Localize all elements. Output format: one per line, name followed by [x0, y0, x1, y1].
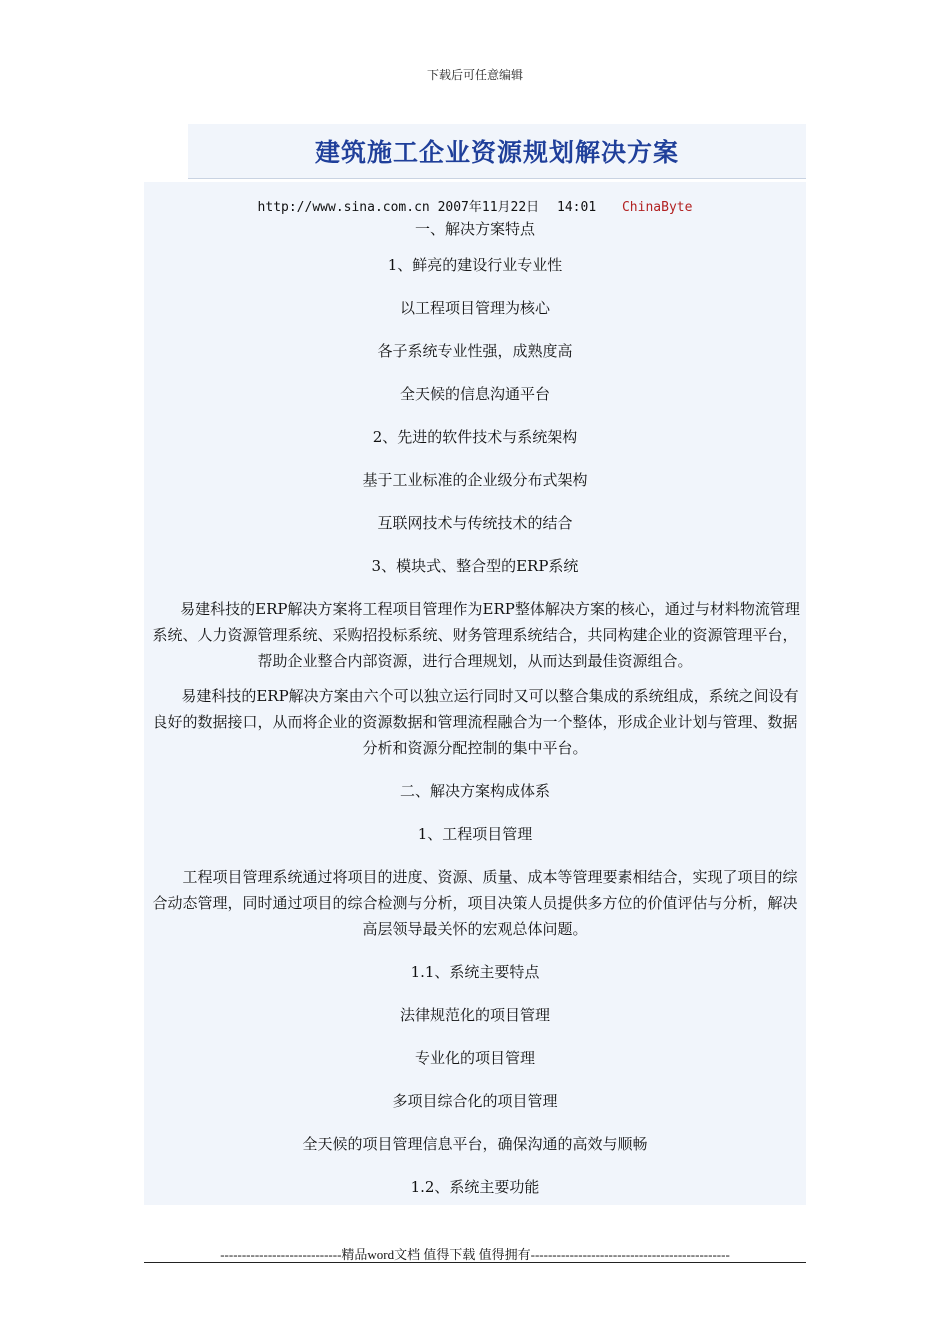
- body-paragraph: 易建科技的ERP解决方案由六个可以独立运行同时又可以整合集成的系统组成，系统之间设有良好的数据接口，从而将企业的资源数据和管理流程融合为一个整体，形成企业计划与管理、数据分析和资源分配控制的集中平台。: [152, 687, 799, 757]
- title-banner: [188, 124, 806, 179]
- feature-line: 以工程项目管理为核心: [399, 299, 550, 317]
- source-url: http://www.sina.com.cn: [257, 200, 430, 215]
- subheading-3: 3、模块式、整合型的ERP系统: [371, 557, 579, 575]
- feature-line: 全天候的项目管理信息平台，确保沟通的高效与顺畅: [302, 1135, 648, 1153]
- section2-heading: 二、解决方案构成体系: [399, 782, 550, 800]
- source-name: ChinaByte: [621, 200, 693, 215]
- subheading-functions: 1.2、系统主要功能: [410, 1178, 540, 1196]
- publish-time: 14:01: [557, 200, 597, 215]
- page-footer: ----------------------------精品word文档 值得下载 值得拥有----------------------------------------------: [220, 1247, 730, 1262]
- publish-date: 2007年11月22日: [437, 200, 540, 215]
- body-paragraph: 易建科技的ERP解决方案将工程项目管理作为ERP整体解决方案的核心，通过与材料物流管理系统、人力资源管理系统、采购招投标系统、财务管理系统结合，共同构建企业的资源管理平台，帮助企业整合内部资源，进行合理规划，从而达到最佳资源组合。: [152, 600, 800, 670]
- article-body: [144, 182, 806, 1205]
- feature-line: 多项目综合化的项目管理: [392, 1092, 558, 1110]
- page-header-note: 下载后可任意编辑: [426, 68, 523, 82]
- subheading-1: 1、鲜亮的建设行业专业性: [387, 256, 563, 274]
- subheading-2: 2、先进的软件技术与系统架构: [372, 428, 578, 446]
- footer-divider: [144, 1262, 806, 1263]
- section1-heading: 一、解决方案特点: [414, 220, 535, 238]
- subheading-features: 1.1、系统主要特点: [410, 963, 540, 981]
- feature-line: 基于工业标准的企业级分布式架构: [362, 471, 588, 489]
- feature-line: 全天候的信息沟通平台: [399, 385, 550, 403]
- subheading-project-mgmt: 1、工程项目管理: [417, 825, 533, 843]
- body-paragraph: 工程项目管理系统通过将项目的进度、资源、质量、成本等管理要素相结合，实现了项目的综合动态管理，同时通过项目的综合检测与分析，项目决策人员提供多方位的价值评估与分析，解决高层领导最关怀的宏观总体问题。: [152, 868, 798, 938]
- feature-line: 互联网技术与传统技术的结合: [377, 514, 573, 532]
- article-meta: [144, 196, 806, 214]
- article-title: 建筑施工企业资源规划解决方案: [314, 138, 679, 167]
- feature-line: 法律规范化的项目管理: [399, 1006, 550, 1024]
- feature-line: 各子系统专业性强，成熟度高: [377, 342, 573, 360]
- feature-line: 专业化的项目管理: [414, 1049, 535, 1067]
